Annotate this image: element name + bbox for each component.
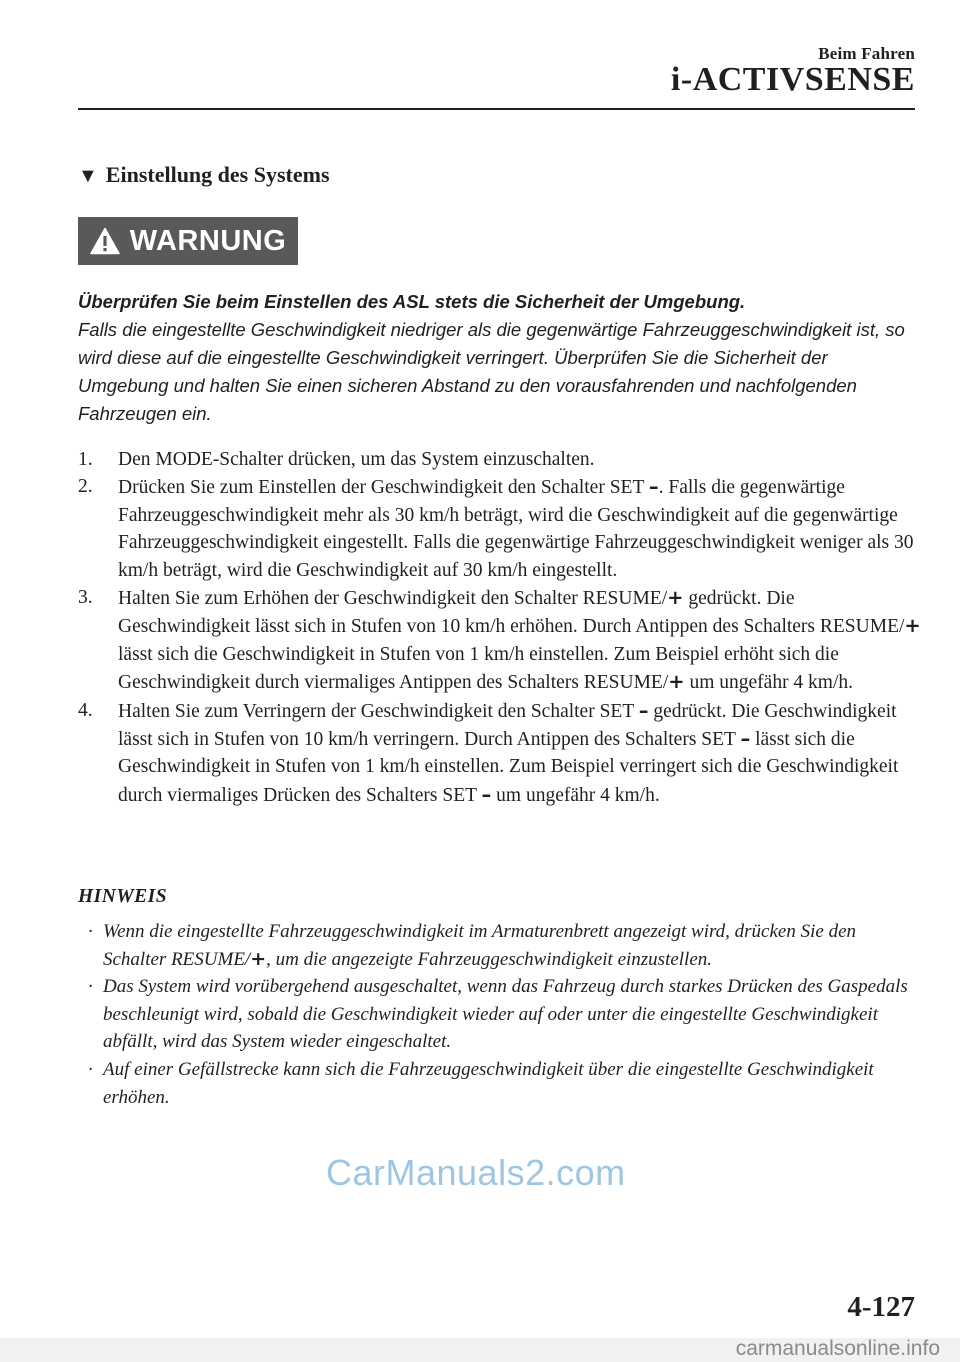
hinweis-item [88,918,908,973]
step-number: 4. [78,699,93,721]
step-number: 1. [78,449,93,470]
triangle-down-icon: ▼ [78,165,98,187]
plus-icon: + [904,614,921,638]
minus-icon: – [648,475,659,499]
step-item [78,697,928,810]
step-number: 3. [78,587,93,609]
chapter-title: Beim Fahren [818,44,915,63]
text-run: . Falls die gegenwärtige Fahrzeuggeschwindigkeit mehr als 30 km/h beträgt, wird die Geschwindigkeit auf die gegenwärtige Fahrzeuggeschwindigkeit eingestellt. Falls die gegenwärtige Fahrzeuggeschwindigkeit weniger als 30 km/h beträgt, wird die Geschwindigkeit auf 30 km/h eingestellt. [118,477,914,581]
warning-text [78,288,918,428]
plus-icon: + [667,586,684,610]
warning-triangle-icon [90,227,120,255]
warning-body: Falls die eingestellte Geschwindigkeit niedriger als die gegenwärtige Fahrzeuggeschwindigkeit ist, so wird diese auf die eingestellte Geschwindigkeit verringert. Überprüfen Sie die Sicherheit der Umgebung und halten Sie einen sicheren Abstand zu den vorausfahrenden und nachfolgenden Fahrzeugen ein. [78,319,905,424]
warning-label-box [78,217,298,265]
text-run: Wenn die eingestellte Fahrzeuggeschwindigkeit im Armaturenbrett angezeigt wird, drücken Sie den Schalter RESUME/ [103,921,856,970]
subsection-heading [78,160,330,191]
hinweis-title: HINWEIS [78,886,168,907]
step-number: 2. [78,476,93,498]
text-run: Das System wird vorübergehend ausgeschaltet, wenn das Fahrzeug durch starkes Drücken des Gaspedals beschleunigt wird, sobald die Geschwindigkeit wieder auf oder unter die eingestellte Geschwindigkeit abfällt, wird das System wieder eingeschaltet. [103,976,908,1053]
text-run: gedrückt. Die Geschwindigkeit lässt sich in Stufen von 10 km/h erhöhen. Durch Antippen des Schalters RESUME/ [118,588,905,638]
watermark: CarManuals2.com [326,1152,626,1193]
hinweis-item [88,973,908,1056]
text-run: Auf einer Gefällstrecke kann sich die Fahrzeuggeschwindigkeit über die eingestellte Geschwindigkeit erhöhen. [103,1058,874,1108]
text-run: Den MODE-Schalter drücken, um das System einzuschalten. [118,449,595,470]
plus-icon: + [668,670,685,694]
page-number: 4-127 [847,1291,915,1323]
text-run: Halten Sie zum Erhöhen der Geschwindigkeit den Schalter RESUME/ [118,588,668,610]
bullet-icon: · [88,1058,93,1080]
footer-url: carmanualsonline.info [735,1337,940,1360]
step-item [78,446,928,473]
hinweis-item [88,1056,908,1111]
text-run: lässt sich die Geschwindigkeit in Stufen von 1 km/h einstellen. Zum Beispiel erhöht sich die Geschwindigkeit durch viermaliges Antippen des Schalters RESUME/ [118,643,839,694]
warning-lead: Überprüfen Sie beim Einstellen des ASL stets die Sicherheit der Umgebung. [78,291,746,312]
warning-label: WARNUNG [129,224,287,257]
plus-icon: + [250,947,267,970]
minus-icon: – [481,782,492,806]
minus-icon: – [740,727,751,751]
step-item [78,473,928,584]
bullet-icon: · [88,976,93,998]
text-run: um ungefähr 4 km/h. [491,784,660,806]
text-run: Drücken Sie zum Einstellen der Geschwindigkeit den Schalter SET [118,477,649,499]
header-rule [78,108,915,110]
text-run: gedrückt. Die Geschwindigkeit lässt sich in Stufen von 10 km/h verringern. Durch Antippen des Schalters SET [118,700,897,751]
text-run: lässt sich die Geschwindigkeit in Stufen von 1 km/h einstellen. Zum Beispiel verringert sich die Geschwindigkeit durch viermaliges Drücken des Schalters SET [118,729,899,806]
section-title: i-ACTIVSENSE [670,61,915,98]
bullet-icon: · [88,921,93,942]
text-run: , um die angezeigte Fahrzeuggeschwindigkeit einzustellen. [266,948,713,970]
hinweis-list [88,918,908,1111]
minus-icon: – [638,698,649,722]
text-run: Halten Sie zum Verringern der Geschwindigkeit den Schalter SET [118,700,639,722]
steps-list [78,446,928,809]
subsection-title: Einstellung des Systems [105,162,330,187]
text-run: um ungefähr 4 km/h. [684,672,854,694]
step-item [78,584,928,697]
